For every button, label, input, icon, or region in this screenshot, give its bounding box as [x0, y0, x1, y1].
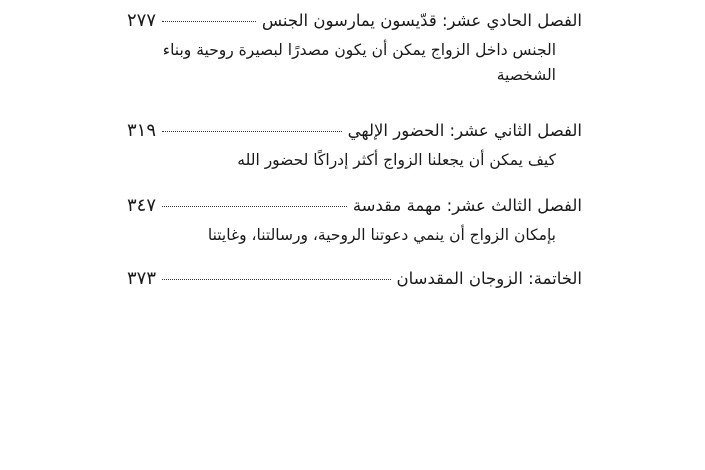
- dot-leader: [162, 205, 347, 207]
- chapter-title: الفصل الثاني عشر: الحضور الإلهي: [347, 121, 582, 140]
- chapter-title: الفصل الحادي عشر: قدّيسون يمارسون الجنس: [261, 11, 582, 30]
- toc-entry-line: [127, 10, 582, 32]
- dot-leader: [162, 278, 391, 280]
- chapter-description: الجنس داخل الزواج يمكن أن يكون مصدرًا لبصيرة روحية وبناء الشخصية: [162, 41, 556, 84]
- dot-leader: [162, 20, 256, 22]
- chapter-title: الفصل الثالث عشر: مهمة مقدسة: [352, 196, 582, 215]
- toc-entry-line: [127, 268, 582, 290]
- chapter-title: الخاتمة: الزوجان المقدسان: [396, 269, 582, 288]
- toc-entry-line: [127, 120, 582, 142]
- page-number: ٢٧٧: [127, 10, 157, 31]
- page-number: ٣١٩: [127, 120, 157, 141]
- dot-leader: [162, 130, 342, 132]
- toc-entry-chapter-11: [127, 10, 582, 88]
- chapter-description: كيف يمكن أن يجعلنا الزواج أكثر إدراكًا لحضور الله: [237, 151, 556, 169]
- page-number: ٣٧٣: [127, 268, 157, 289]
- toc-entry-line: [127, 195, 582, 217]
- toc-entry-conclusion: [127, 268, 582, 290]
- chapter-description: بإمكان الزواج أن ينمي دعوتنا الروحية، ورسالتنا، وغايتنا: [207, 226, 556, 244]
- toc-entry-chapter-13: [127, 195, 582, 248]
- toc-entry-chapter-12: [127, 120, 582, 173]
- page-number: ٣٤٧: [127, 195, 157, 216]
